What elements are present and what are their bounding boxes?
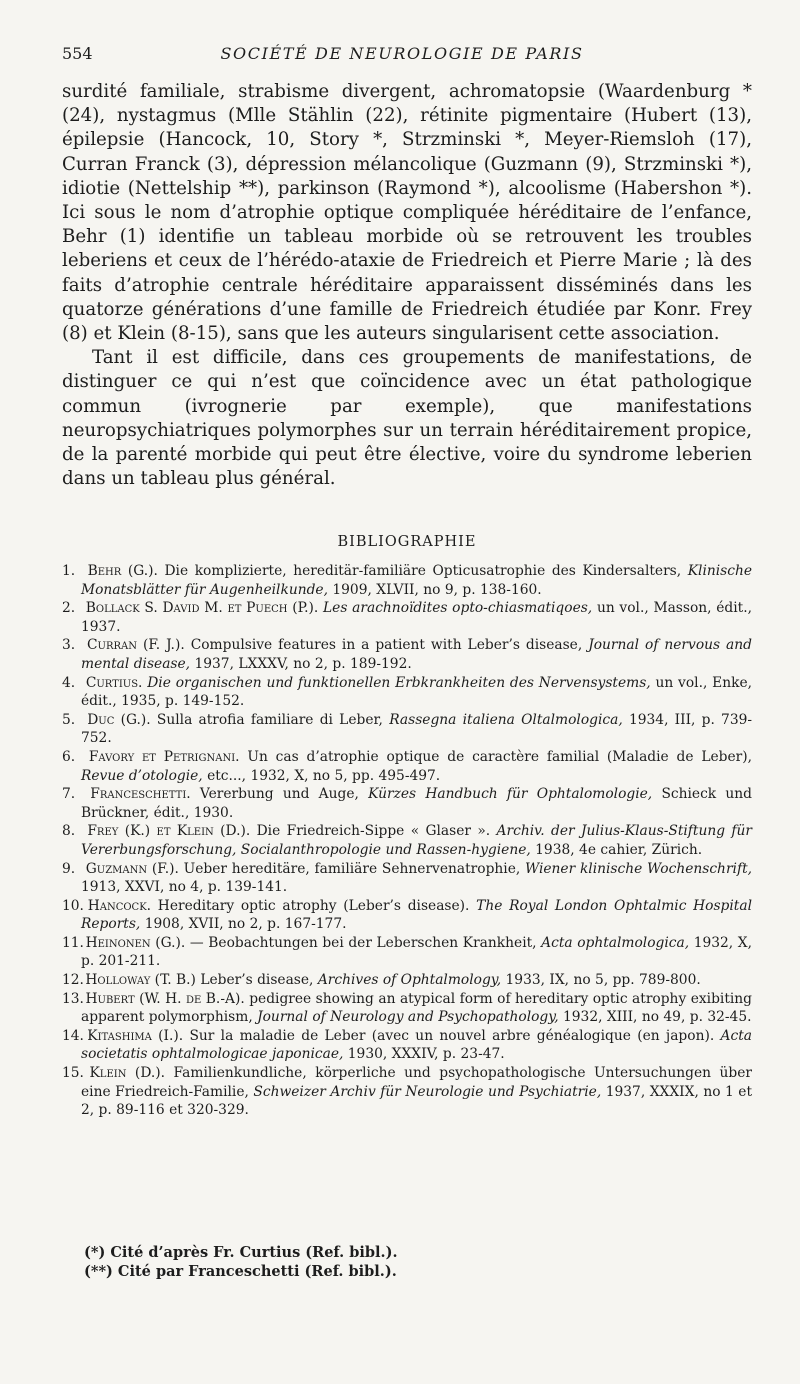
entry-journal: Archives of Ophtalmology, (317, 972, 502, 989)
entry-journal: Klinische Monatsblätter für Augenheilkunde, (81, 563, 753, 598)
bibliography-entry (62, 636, 752, 673)
entry-title: Sulla atrofia familiare di Leber, (156, 711, 383, 728)
entry-author: Bollack S. David M. et Puech (P.). (85, 600, 319, 617)
body-text (62, 80, 752, 491)
entry-author: Kitashima (I.). (87, 1027, 184, 1044)
entry-title: Compulsive features in a patient with Leber’s disease, (190, 637, 583, 654)
entry-number: 6. (62, 748, 76, 765)
bibliography-title: BIBLIOGRAPHIE (337, 534, 477, 550)
entry-author: Favory et Petrignani. (88, 748, 240, 765)
entry-number: 13. (62, 990, 84, 1007)
entry-details: 1934, III, p. 739-752. (81, 711, 753, 747)
entry-author: Frey (K.) et Klein (D.). (87, 823, 251, 840)
entry-details: un vol., Masson, édit., 1937. (81, 600, 752, 635)
entry-author: Holloway (T. B.) (85, 972, 196, 989)
entry-details: 1930, XXXIV, p. 23-47. (347, 1046, 505, 1063)
entry-journal: Acta societatis ophtalmologicae japonicae, (81, 1027, 752, 1063)
entry-number: 15. (62, 1065, 84, 1082)
entry-author: Curran (F. J.). (86, 637, 185, 654)
entry-author: Hubert (W. H. de B.-A). (85, 990, 245, 1007)
entry-title: Vererbung und Auge, (199, 786, 359, 803)
entry-details: 1932, XIII, no 49, p. 32-45. (563, 1009, 752, 1026)
entry-journal: Journal of nervous and mental disease, (81, 637, 752, 672)
bibliography-entry (62, 897, 752, 934)
bibliography-entry (62, 785, 752, 822)
footnote-2: (**) Cité par Franceschetti (Ref. bibl.). (84, 1262, 397, 1280)
entry-title: pedigree showing an atypical form of hereditary optic atrophy exibiting apparent polymorphism, (81, 990, 752, 1026)
entry-number: 3. (62, 637, 76, 654)
entry-journal: Journal of Neurology and Psychopathology, (257, 1009, 559, 1026)
bibliography-entry (62, 748, 752, 785)
entry-author: Behr (G.). (87, 563, 158, 579)
entry-details: 1913, XXVI, no 4, p. 139-141. (81, 879, 288, 896)
bibliography-entry (62, 711, 752, 748)
entry-journal: Wiener klinische Wochenschrift, (525, 860, 752, 877)
bibliography-entry (62, 1027, 752, 1064)
entry-number: 8. (62, 823, 76, 840)
entry-number: 1. (62, 563, 76, 579)
entry-author: Curtius. (85, 674, 143, 691)
entry-author: Guzmann (F.). (85, 860, 179, 877)
entry-title: — Beobachtungen bei der Leberschen Krankheit, (189, 934, 537, 951)
entry-title: Die komplizierte, hereditär-familiäre Opticusatrophie des Kindersalters, (164, 563, 682, 579)
bibliography-entry (62, 1064, 752, 1120)
bibliography-entry (62, 674, 752, 711)
paragraph-1: surdité familiale, strabisme divergent, achromatopsie (Waardenburg * (24), nystagmus (Mlle Stählin (22), rétinite pigmentaire (Hubert (13), épilepsie (Hancock, 10, Story *, Strzminski *, Meyer-Riemsloh (17), Curran Franck (3), dépression mélancolique (Guzmann (9), Strzminski *), idiotie (Nettelship **), parkinson (Raymond *), alcoolisme (Habershon *). Ici sous le nom d’atrophie optique compliquée héréditaire de l’enfance, Behr (1) identifie un tableau morbide où se retrouvent les troubles leberiens et ceux de l’hérédo-ataxie de Friedreich et Pierre Marie ; là des faits d’atrophie centrale héréditaire apparaissent disséminés dans les quatorze générations d’une famille de Friedreich étudiée par Konr. Frey (8) et Klein (8-15), sans que les auteurs singularisent cette association. (62, 81, 752, 345)
entry-journal: The Royal London Ophtalmic Hospital Reports, (81, 897, 752, 933)
running-title: SOCIÉTÉ DE NEUROLOGIE DE PARIS (220, 44, 584, 63)
entry-journal: Schweizer Archiv für Neurologie und Psychiatrie, (253, 1083, 602, 1100)
entry-journal: Les arachnoïdites opto-chiasmatiqoes, (323, 600, 593, 617)
bibliography-list (62, 562, 752, 1120)
entry-title: Leber’s disease, (200, 972, 314, 989)
page-header (62, 44, 742, 68)
entry-details: 1909, XLVII, no 9, p. 138-160. (332, 581, 542, 598)
entry-journal: Revue d’otologie, (81, 767, 203, 784)
footnote-1: (*) Cité d’après Fr. Curtius (Ref. bibl.). (84, 1244, 398, 1261)
entry-journal: Archiv. der Julius-Klaus-Stiftung für Vererbungsforschung, Socialanthropologie und Rassen-hygiene, (81, 823, 753, 858)
entry-number: 4. (62, 674, 76, 691)
entry-details: 1932, X, p. 201-211. (81, 934, 752, 970)
entry-title: Ueber hereditäre, familiäre Sehnervenatrophie, (183, 860, 521, 877)
page-number: 554 (62, 44, 93, 63)
entry-details: 1938, 4e cahier, Zürich. (535, 841, 703, 858)
entry-details: 1937, LXXXV, no 2, p. 189-192. (194, 655, 412, 672)
entry-journal: Die organischen und funktionellen Erbkrankheiten des Nervensystems, (147, 674, 651, 691)
entry-details: 1908, XVII, no 2, p. 167-177. (144, 916, 347, 933)
entry-number: 5. (62, 711, 76, 728)
entry-author: Hancock. (87, 897, 152, 914)
entry-author: Duc (G.). (87, 711, 151, 728)
entry-title: Sur la maladie de Leber (avec un nouvel arbre généalogique (en japon). (189, 1027, 715, 1044)
entry-number: 10. (62, 897, 84, 914)
bibliography-entry (62, 860, 752, 897)
entry-number: 7. (62, 786, 76, 803)
entry-details: Schieck und Brückner, édit., 1930. (81, 786, 753, 821)
entry-journal: Acta ophtalmologica, (541, 934, 690, 951)
entry-journal: Rassegna italiena Oltalmologica, (389, 711, 623, 728)
entry-details: etc..., 1932, X, no 5, pp. 495-497. (207, 767, 441, 784)
bibliography-entry (62, 934, 752, 971)
entry-title: Familienkundliche, körperliche und psychopathologische Untersuchungen über eine Friedreich-Familie, (81, 1065, 752, 1100)
bibliography-entry (62, 599, 752, 636)
entry-number: 11. (62, 934, 84, 951)
entry-title: Un cas d’atrophie optique de caractère familial (Maladie de Leber), (247, 748, 753, 765)
entry-author: Heinonen (G.). (85, 934, 186, 951)
entry-number: 12. (62, 972, 84, 989)
entry-author: Klein (D.). (89, 1065, 166, 1082)
paragraph-2: Tant il est difficile, dans ces groupements de manifestations, de distinguer ce qui n’est que coïncidence avec un état pathologique commun (ivrognerie par exemple), que manifestations neuropsychiatriques polymorphes sur un terrain héréditairement propice, de la parenté morbide qui peut être élective, voire du syndrome leberien dans un tableau plus général. (62, 347, 752, 490)
entry-details: un vol., Enke, édit., 1935, p. 149-152. (81, 674, 753, 710)
entry-number: 9. (62, 860, 76, 877)
bibliography-entry (62, 990, 752, 1027)
entry-title: Die Friedreich-Sippe « Glaser ». (256, 823, 491, 840)
bibliography-entry (62, 822, 752, 859)
entry-number: 2. (62, 600, 76, 617)
footnotes (84, 1244, 398, 1282)
bibliography-entry (62, 562, 752, 599)
entry-title: Hereditary optic atrophy (Leber’s disease). (157, 897, 470, 914)
bibliography-entry (62, 971, 752, 990)
entry-details: 1933, IX, no 5, pp. 789-800. (505, 972, 701, 989)
entry-author: Franceschetti. (90, 786, 191, 803)
entry-details: 1937, XXXIX, no 1 et 2, p. 89-116 et 320-329. (81, 1083, 752, 1119)
entry-journal: Kürzes Handbuch für Ophtalomologie, (368, 786, 653, 803)
entry-number: 14. (62, 1027, 84, 1044)
